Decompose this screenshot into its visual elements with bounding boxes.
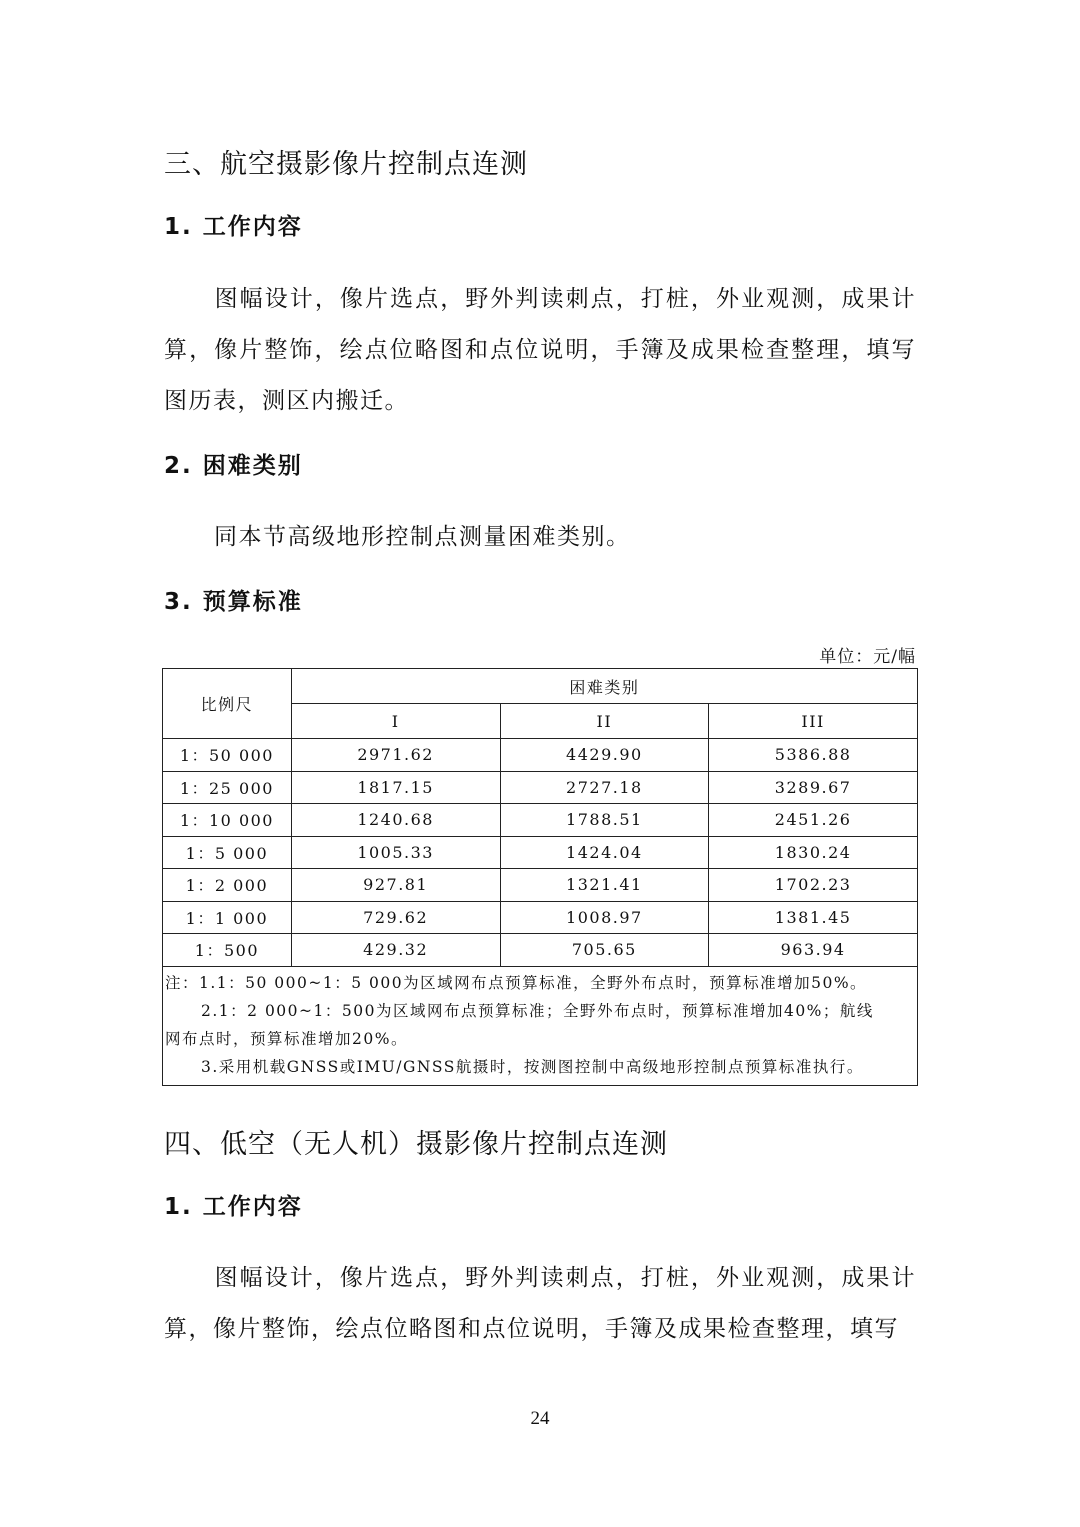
cell-scale: 1：2 000 — [163, 869, 292, 902]
cell-value: 429.32 — [291, 934, 500, 967]
page-number: 24 — [530, 1408, 550, 1429]
cell-value: 1788.51 — [500, 804, 709, 837]
cell-value: 729.62 — [291, 901, 500, 934]
cell-value: 4429.90 — [500, 739, 709, 772]
section-3-work-content-text — [164, 274, 916, 427]
table-header-row — [163, 669, 918, 704]
cell-scale: 1：25 000 — [163, 771, 292, 804]
table-row — [163, 771, 918, 804]
cell-scale: 1：10 000 — [163, 804, 292, 837]
header-class-2: II — [500, 704, 709, 739]
cell-value: 1005.33 — [291, 836, 500, 869]
cell-value: 1424.04 — [500, 836, 709, 869]
budget-table — [162, 668, 918, 1086]
note-1: 注：1.1：50 000~1：5 000为区域网布点预算标准，全野外布点时，预算标准增加50%。 — [165, 973, 868, 992]
header-class-1: I — [291, 704, 500, 739]
cell-value: 3289.67 — [709, 771, 918, 804]
cell-value: 1008.97 — [500, 901, 709, 934]
table-unit-label: 单位：元/幅 — [819, 647, 916, 667]
section-3-title: 三、航空摄影像片控制点连测 — [164, 149, 528, 180]
table-row — [163, 901, 918, 934]
cell-value: 1830.24 — [709, 836, 918, 869]
cell-value: 1240.68 — [291, 804, 500, 837]
section-4-work-content-body: 图幅设计，像片选点，野外判读刺点，打桩，外业观测，成果计算，像片整饰，绘点位略图和点位说明，手簿及成果检查整理，填写 — [164, 1265, 916, 1342]
table-row — [163, 739, 918, 772]
cell-value: 927.81 — [291, 869, 500, 902]
table-row — [163, 836, 918, 869]
section-4-work-content-text — [164, 1253, 916, 1355]
cell-value: 2451.26 — [709, 804, 918, 837]
cell-value: 963.94 — [709, 934, 918, 967]
table-row — [163, 934, 918, 967]
table-row — [163, 804, 918, 837]
cell-value: 705.65 — [500, 934, 709, 967]
cell-value: 1702.23 — [709, 869, 918, 902]
note-2-line-2: 网布点时，预算标准增加20%。 — [165, 1029, 408, 1048]
cell-scale: 1：500 — [163, 934, 292, 967]
section-3-work-content-body: 图幅设计，像片选点，野外判读刺点，打桩，外业观测，成果计算，像片整饰，绘点位略图和点位说明，手簿及成果检查整理，填写图历表，测区内搬迁。 — [164, 286, 916, 414]
header-difficulty: 困难类别 — [291, 669, 917, 704]
cell-scale: 1：1 000 — [163, 901, 292, 934]
cell-value: 1817.15 — [291, 771, 500, 804]
table-notes-row — [163, 966, 918, 1085]
table-row — [163, 869, 918, 902]
cell-scale: 1：50 000 — [163, 739, 292, 772]
note-3: 3.采用机载GNSS或IMU/GNSS航摄时，按测图控制中高级地形控制点预算标准执行。 — [201, 1057, 864, 1076]
section-3-difficulty-heading: 2. 困难类别 — [164, 453, 303, 479]
cell-scale: 1：5 000 — [163, 836, 292, 869]
section-3-difficulty-text — [164, 512, 916, 563]
section-3-difficulty-body: 同本节高级地形控制点测量困难类别。 — [214, 524, 631, 550]
header-class-3: III — [709, 704, 918, 739]
header-scale: 比例尺 — [163, 669, 292, 739]
note-2-line-1: 2.1：2 000~1：500为区域网布点预算标准；全野外布点时，预算标准增加40%；航线 — [201, 1001, 874, 1020]
cell-value: 2727.18 — [500, 771, 709, 804]
section-3-budget-heading: 3. 预算标准 — [164, 589, 303, 615]
table-notes — [163, 966, 918, 1085]
section-4-work-content-heading: 1. 工作内容 — [164, 1194, 303, 1220]
cell-value: 2971.62 — [291, 739, 500, 772]
cell-value: 5386.88 — [709, 739, 918, 772]
section-3-work-content-heading: 1. 工作内容 — [164, 214, 303, 240]
section-4-title: 四、低空（无人机）摄影像片控制点连测 — [164, 1129, 668, 1160]
cell-value: 1381.45 — [709, 901, 918, 934]
cell-value: 1321.41 — [500, 869, 709, 902]
